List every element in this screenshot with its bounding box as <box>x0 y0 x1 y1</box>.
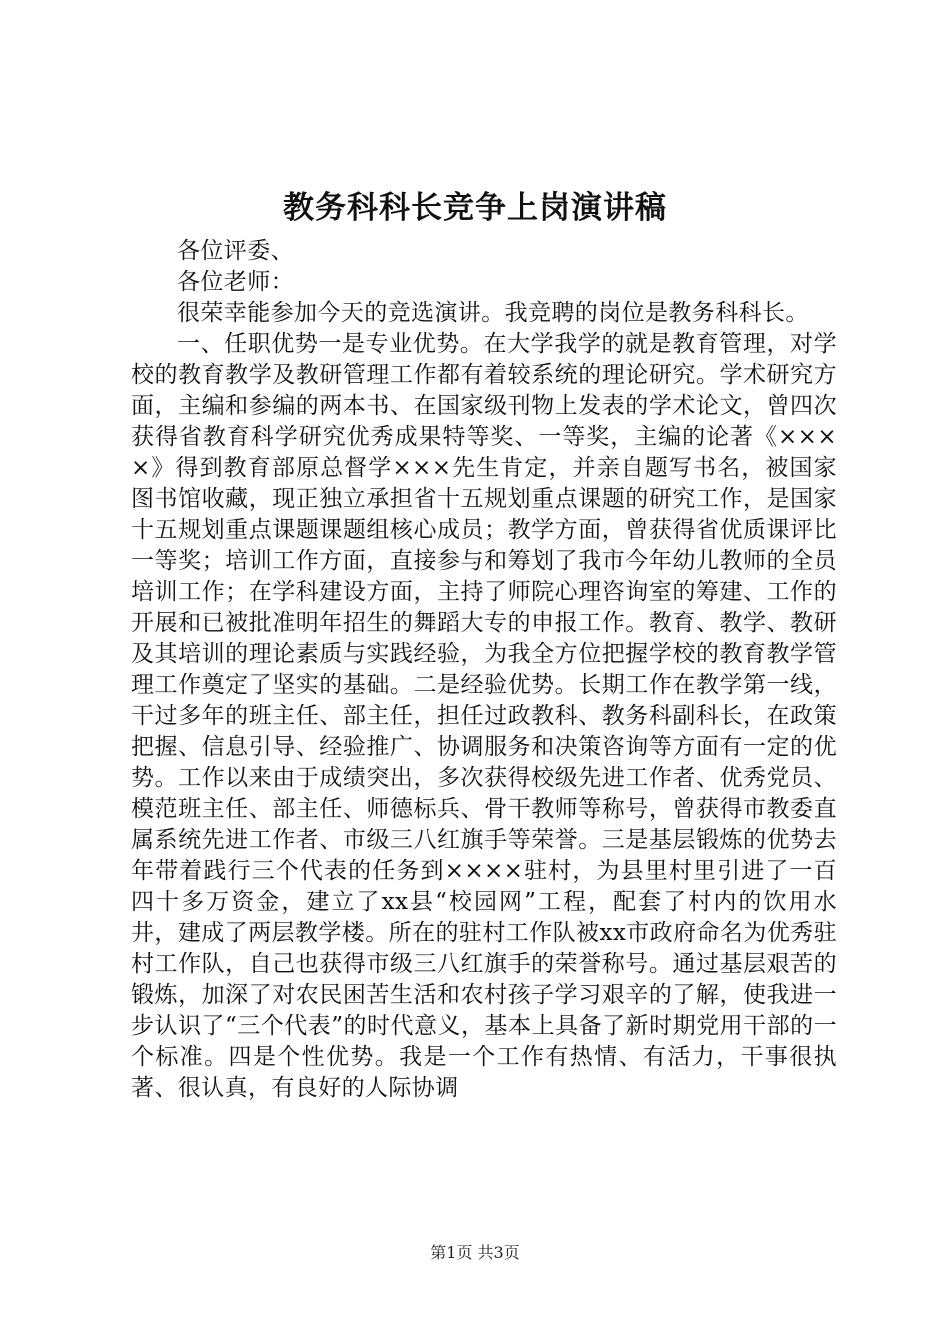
page-number-footer: 第1页 共3页 <box>430 1243 520 1262</box>
document-title: 教务科科长竞争上岗演讲稿 <box>283 190 667 226</box>
salutation-judges: 各位评委、 <box>177 238 294 264</box>
intro-paragraph: 很荣幸能参加今天的竞选演讲。我竞聘的岗位是教务科科长。 <box>177 300 809 326</box>
document-body <box>131 236 837 1104</box>
salutation-teachers: 各位老师： <box>177 269 294 295</box>
advantages-paragraph: 一、任职优势一是专业优势。在大学我学的就是教育管理，对学校的教育教学及教研管理工作都有着较系统的理论研究。学术研究方面，主编和参编的两本书、在国家级刊物上发表的学术论文，曾四次获得省教育科学研究优秀成果特等奖、一等奖，主编的论著《××××》得到教育部原总督学×××先生肯定，并亲自题写书名，被国家图书馆收藏，现正独立承担省十五规划重点课题的研究工作，是国家十五规划重点课题课题组核心成员；教学方面，曾获得省优质课评比一等奖；培训工作方面，直接参与和筹划了我市今年幼儿教师的全员培训工作；在学科建设方面，主持了师院心理咨询室的筹建、工作的开展和已被批准明年招生的舞蹈大专的申报工作。教育、教学、教研及其培训的理论素质与实践经验，为我全方位把握学校的教育教学管理工作奠定了坚实的基础。二是经验优势。长期工作在教学第一线，干过多年的班主任、部主任，担任过政教科、教务科副科长，在政策把握、信息引导、经验推广、协调服务和决策咨询等方面有一定的优势。工作以来由于成绩突出，多次获得校级先进工作者、优秀党员、模范班主任、部主任、师德标兵、骨干教师等称号，曾获得市教委直属系统先进工作者、市级三八红旗手等荣誉。三是基层锻炼的优势去年带着践行三个代表的任务到××××驻村，为县里村里引进了一百四十多万资金，建立了xx县“校园网”工程，配套了村内的饮用水井，建成了两层教学楼。所在的驻村工作队被xx市政府命名为优秀驻村工作队，自己也获得市级三八红旗手的荣誉称号。通过基层艰苦的锻炼，加深了对农民困苦生活和农村孩子学习艰辛的了解，使我进一步认识了“三个代表”的时代意义，基本上具备了新时期党用干部的一个标准。四是个性优势。我是一个工作有热情、有活力，干事很执著、很认真，有良好的人际协调 <box>131 331 837 1101</box>
